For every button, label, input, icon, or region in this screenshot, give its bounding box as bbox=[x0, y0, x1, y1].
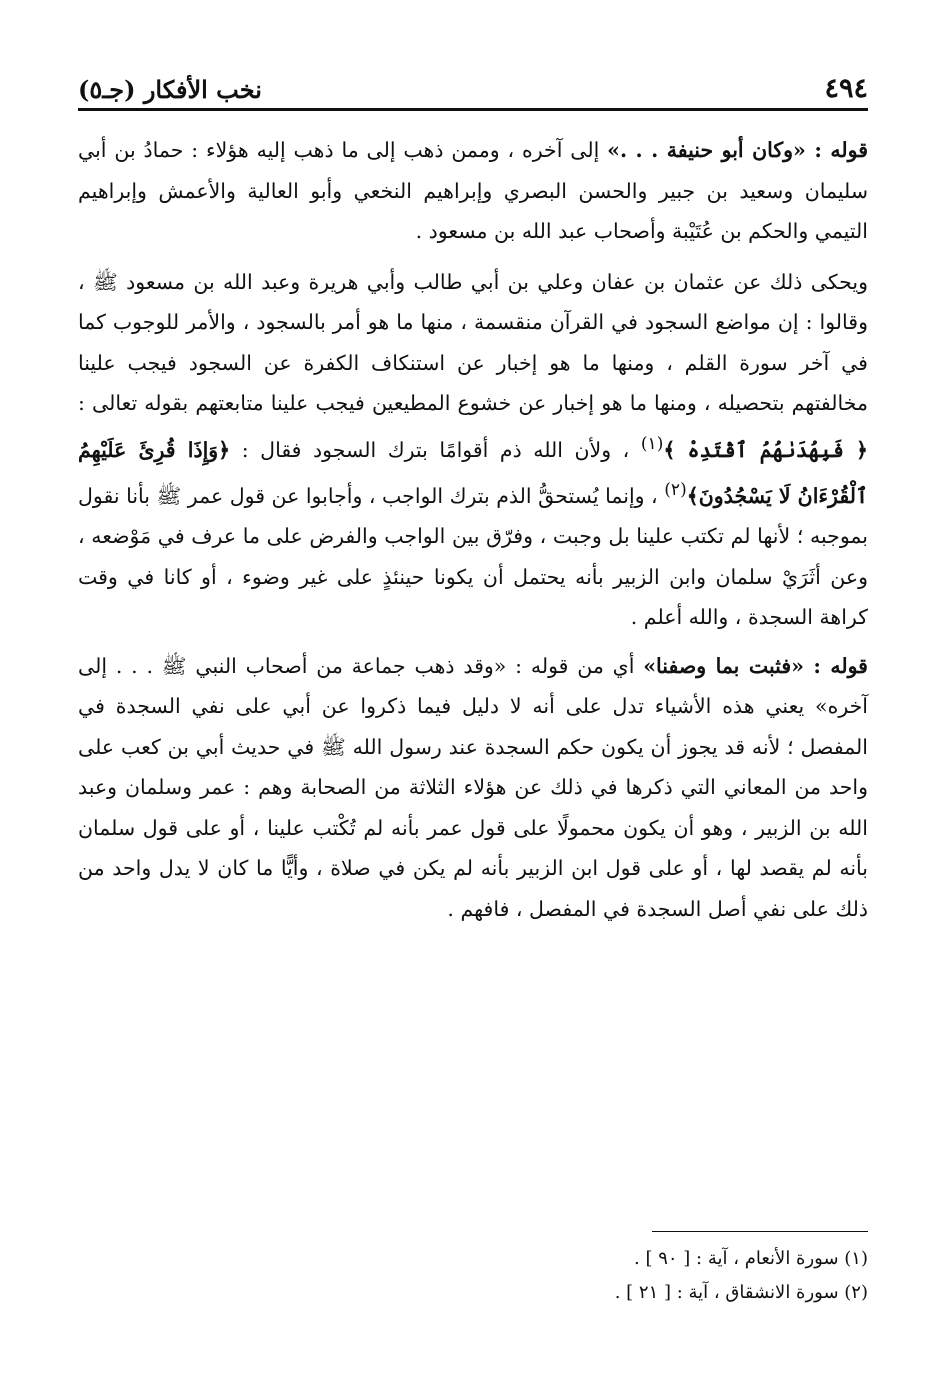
footnote-1: (١) سورة الأنعام ، آية : [ ٩٠ ] . bbox=[634, 1248, 868, 1269]
paragraph-text: ، ولأن الله ذم أقوامًا بترك السجود فقال : bbox=[230, 437, 641, 462]
footnote-ref-1: (١) bbox=[640, 433, 664, 454]
paragraph-3 bbox=[78, 646, 868, 930]
header-rule bbox=[78, 108, 868, 111]
running-title: نخب الأفكار (جـ٥) bbox=[78, 75, 262, 104]
paragraph-text: ، وإنما يُستحقُّ الذم بترك الواجب ، وأجابوا عن قول عمر ﷺ بأنا نقول بموجبه ؛ لأنها لم تكتب علينا بل وجبت ، وفرّق بين الواجب والفرض على ما عرف في مَوْضعه ، وعن أثَرَيْ سلمان وابن الزبير بأنه يحتمل أن يكونا حينئذٍ على غير وضوء ، أو كانا في وقت كراهة السجدة ، والله أعلم . bbox=[78, 483, 868, 630]
paragraph-text: إلى آخره ، وممن ذهب إلى ما ذهب إليه هؤلاء : حمادُ بن أبي سليمان وسعيد بن جبير والحسن البصري وإبراهيم النخعي وأبو العالية والأعمش وإبراهيم التيمي والحكم بن عُتَيْبة وأصحاب عبد الله بن مسعود . bbox=[78, 138, 868, 243]
page-number: ٤٩٤ bbox=[824, 73, 868, 104]
paragraph-1 bbox=[78, 130, 868, 252]
paragraph-2 bbox=[78, 262, 868, 638]
main-text bbox=[78, 130, 868, 929]
footnote-ref-2: (٢) bbox=[664, 479, 687, 500]
paragraph-lead: قوله : «وكان أبو حنيفة . . .» bbox=[607, 138, 868, 162]
paragraph-text: أي من قوله : «وقد ذهب جماعة من أصحاب النبي ﷺ . . . إلى آخره» يعني هذه الأشياء تدل على أنه لا دليل فيما ذكروا عن أبي على نفي السجدة في المفصل ؛ لأنه قد يجوز أن يكون حكم السجدة عند رسول الله ﷺ في حديث أبي بن كعب على واحد من المعاني التي ذكرها في ذلك عن هؤلاء الثلاثة من الصحابة وهم : عمر وسلمان وعبد الله بن الزبير ، وهو أن يكون محمولًا على قول عمر بأنه لم تُكْتب علينا ، أو على قول سلمان بأنه لم يقصد لها ، أو على قول ابن الزبير بأنه لم يكن في صلاة ، وأيًّا ما كان لا يدل واحد من ذلك على نفي أصل السجدة في المفصل ، فافهم . bbox=[78, 653, 868, 921]
paragraph-text: ويحكى ذلك عن عثمان بن عفان وعلي بن أبي طالب وأبي هريرة وعبد الله بن مسعود ﷺ ، وقالوا : إن مواضع السجود في القرآن منقسمة ، منها ما هو أمر بالسجود ، والأمر للوجوب كما في آخر سورة القلم ، ومنها ما هو إخبار عن استنكاف الكفرة عن السجود فيجب علينا مخالفتهم بتحصيله ، ومنها ما هو إخبار عن خشوع المطيعين فيجب علينا متابعتهم بقوله تعالى : bbox=[78, 269, 868, 415]
footnotes bbox=[78, 1242, 868, 1310]
footnote-2: (٢) سورة الانشقاق ، آية : [ ٢١ ] . bbox=[614, 1282, 868, 1303]
page-header bbox=[78, 62, 868, 102]
footnote-rule bbox=[652, 1231, 868, 1232]
quran-verse-1: ﴿ فَبِهُدَىٰهُمُ ٱقْتَدِهْ ﴾ bbox=[663, 437, 868, 462]
paragraph-lead: قوله : «فثبت بما وصفنا» bbox=[643, 653, 868, 678]
quran-verse-2: ﴿وَإِذَا قُرِئَ عَلَيْهِمُ ٱلْقُرْءَانُ لَا يَسْجُدُونَ﴾ bbox=[78, 437, 868, 508]
